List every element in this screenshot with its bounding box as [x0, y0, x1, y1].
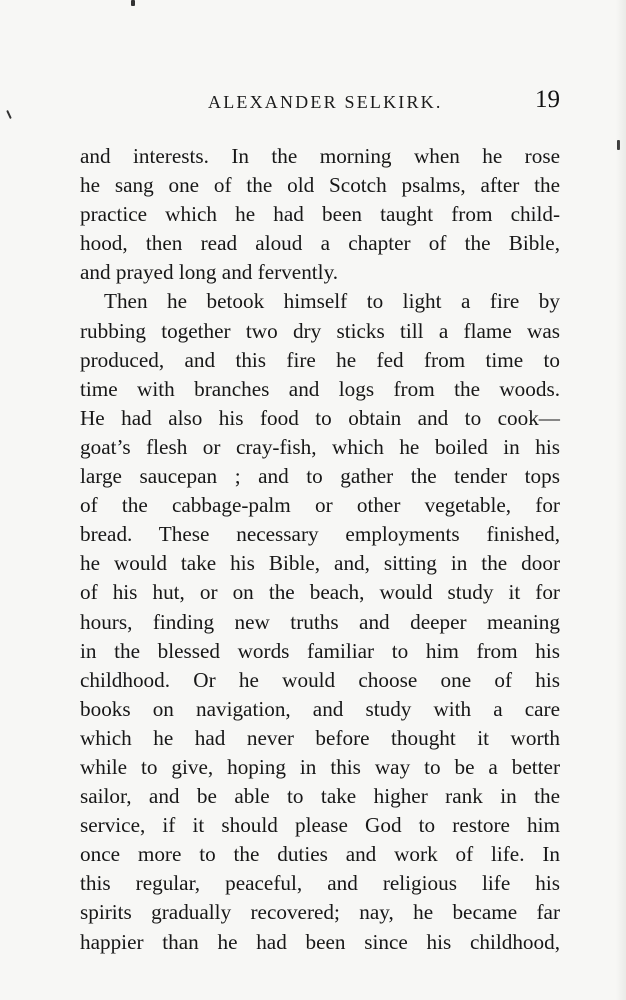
text-line: Then he betook himself to light a fire by	[104, 289, 560, 314]
text-line: and interests. In the morning when he rose	[80, 144, 560, 168]
text-line: once more to the duties and work of life. In	[80, 842, 560, 867]
page-edge-shadow	[616, 0, 626, 1000]
text-line: childhood. Or he would choose one of his	[80, 667, 560, 692]
body-text	[80, 142, 560, 957]
text-line: large saucepan ; and to gather the tender tops	[80, 464, 560, 489]
text-line: service, if it should please God to restore him	[80, 813, 560, 838]
running-title: ALEXANDER SELKIRK.	[208, 92, 443, 112]
text-line: hours, finding new truths and deeper meaning	[80, 609, 560, 634]
text-line: which he had never before thought it worth	[80, 725, 560, 750]
text-line: he sang one of the old Scotch psalms, after the	[80, 173, 560, 198]
text-line: and prayed long and fervently.	[80, 260, 339, 285]
left-margin-mark	[6, 110, 12, 119]
text-line: He had also his food to obtain and to cook—	[80, 405, 560, 430]
text-line: books on navigation, and study with a care	[80, 696, 560, 721]
text-line: rubbing together two dry sticks till a flame was	[80, 318, 560, 343]
text-line: bread. These necessary employments finished,	[80, 522, 560, 547]
text-line: spirits gradually recovered; nay, he became far	[80, 900, 560, 925]
page-number: 19	[535, 86, 560, 113]
text-line: practice which he had been taught from child-	[80, 202, 560, 227]
text-line: goat’s flesh or cray-fish, which he boiled in his	[80, 434, 560, 459]
text-line: of his hut, or on the beach, would study it for	[80, 580, 560, 605]
text-line: while to give, hoping in this way to be a better	[80, 754, 560, 779]
text-line: happier than he had been since his childhood,	[80, 929, 560, 954]
text-line: he would take his Bible, and, sitting in the door	[80, 551, 560, 576]
text-line: in the blessed words familiar to him from his	[80, 638, 560, 663]
running-header	[80, 86, 560, 122]
text-line: of the cabbage-palm or other vegetable, for	[80, 493, 560, 518]
text-line: sailor, and be able to take higher rank in the	[80, 784, 560, 809]
text-line: hood, then read aloud a chapter of the Bible,	[80, 231, 560, 256]
top-ink-speck	[131, 0, 135, 6]
text-line: produced, and this fire he fed from time to	[80, 347, 560, 372]
text-line: time with branches and logs from the woods.	[80, 376, 560, 401]
text-line: this regular, peaceful, and religious life his	[80, 871, 560, 896]
